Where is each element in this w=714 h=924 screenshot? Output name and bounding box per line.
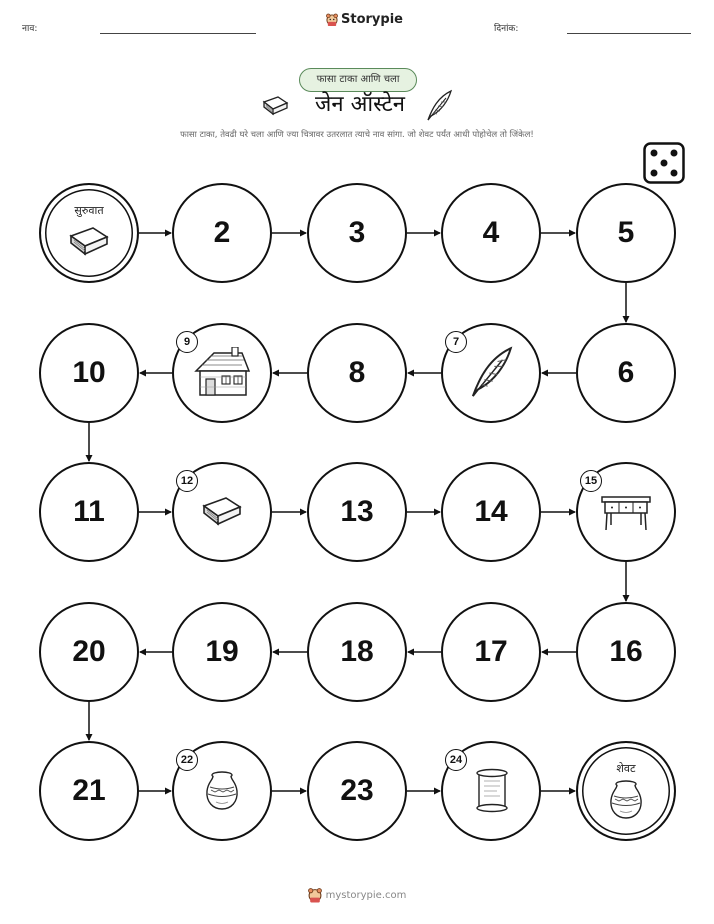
cell-number: 16 xyxy=(609,635,643,668)
footer-site: mystorypie.com xyxy=(325,890,407,901)
cell-number: 8 xyxy=(348,356,366,389)
writing-desk-icon xyxy=(599,492,653,532)
brand-name: Storypie xyxy=(341,12,403,27)
board-cell-1[interactable] xyxy=(39,183,139,283)
cell-number: 6 xyxy=(617,356,635,389)
book-icon xyxy=(199,492,245,532)
cell-number-badge: 22 xyxy=(176,749,198,771)
board-cell-25[interactable] xyxy=(576,741,676,841)
cell-number: 5 xyxy=(617,216,635,249)
cell-number-badge: 9 xyxy=(176,331,198,353)
board-cell-6[interactable] xyxy=(576,323,676,423)
cell-number-badge: 24 xyxy=(445,749,467,771)
board-cell-17[interactable] xyxy=(441,602,541,702)
cell-number: 21 xyxy=(72,774,106,807)
cottage-icon xyxy=(192,347,252,399)
board-cell-18[interactable] xyxy=(307,602,407,702)
board-cell-3[interactable] xyxy=(307,183,407,283)
cell-number: 14 xyxy=(474,495,508,528)
cell-number: 17 xyxy=(474,635,508,668)
board-cell-5[interactable] xyxy=(576,183,676,283)
page-title: जेन ऑस्टेन xyxy=(315,92,405,117)
cell-number: 11 xyxy=(73,495,105,528)
cell-number: 23 xyxy=(340,774,374,807)
board-cell-20[interactable] xyxy=(39,602,139,702)
board-cell-13[interactable] xyxy=(307,462,407,562)
cell-number: 4 xyxy=(482,216,500,249)
cell-number-badge: 15 xyxy=(580,470,602,492)
game-type-tag: फासा टाका आणि चला xyxy=(299,68,417,92)
board-cell-19[interactable] xyxy=(172,602,272,702)
instructions-text: फासा टाका, तेवढी घरे चला आणि ज्या चित्रावर उतरलात त्याचे नाव सांगा. जो शेवट पर्यंत आधी पोहोचेल तो जिंकेल! xyxy=(180,130,534,140)
cell-number: 10 xyxy=(72,356,106,389)
cell-number: 3 xyxy=(348,216,366,249)
board-cell-16[interactable] xyxy=(576,602,676,702)
cell-number-badge: 7 xyxy=(445,331,467,353)
board-cell-2[interactable] xyxy=(172,183,272,283)
footer xyxy=(0,888,714,903)
board-cell-10[interactable] xyxy=(39,323,139,423)
board-cell-8[interactable] xyxy=(307,323,407,423)
board-cell-23[interactable] xyxy=(307,741,407,841)
board-cell-4[interactable] xyxy=(441,183,541,283)
cell-number: 18 xyxy=(340,635,374,668)
book-icon xyxy=(66,222,112,262)
cell-number: 2 xyxy=(213,216,231,249)
board-cell-14[interactable] xyxy=(441,462,541,562)
end-label: शेवट xyxy=(616,762,636,775)
cell-number-badge: 12 xyxy=(176,470,198,492)
clay-pot-icon xyxy=(202,769,242,813)
name-label: नाव: xyxy=(22,24,38,34)
feather-quill-icon xyxy=(466,345,516,401)
clay-pot-icon xyxy=(606,778,646,822)
board-cell-11[interactable] xyxy=(39,462,139,562)
date-label: दिनांक: xyxy=(494,24,519,34)
start-label: सुरुवात xyxy=(74,204,104,217)
cell-number: 20 xyxy=(72,635,106,668)
cell-number: 13 xyxy=(340,495,374,528)
scroll-icon xyxy=(471,767,511,815)
cell-number: 19 xyxy=(205,635,239,668)
board-cell-21[interactable] xyxy=(39,741,139,841)
bear-mascot-icon xyxy=(308,888,322,903)
